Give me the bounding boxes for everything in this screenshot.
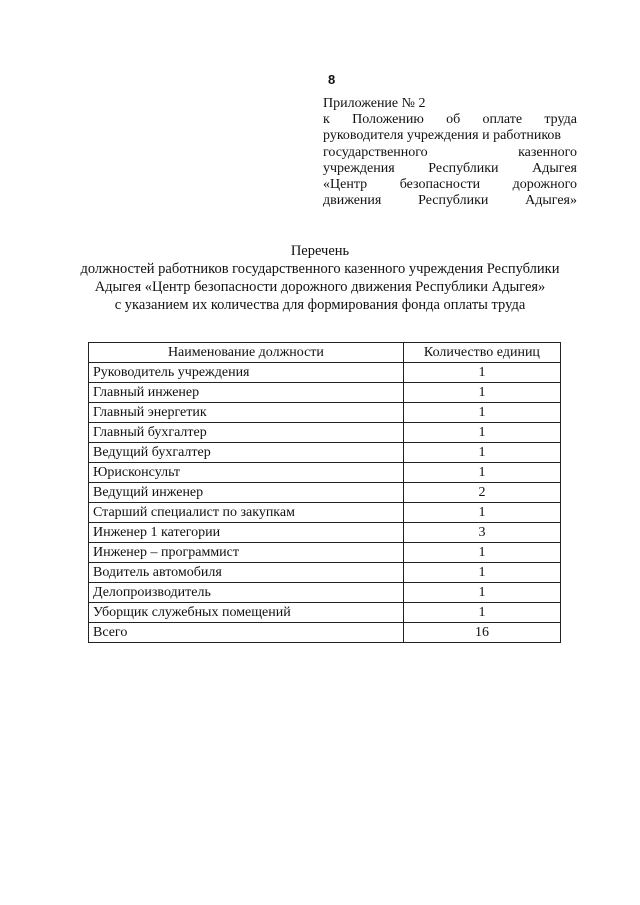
position-quantity: 2 bbox=[403, 483, 560, 503]
position-name: Юрисконсульт bbox=[89, 463, 404, 483]
table-row bbox=[89, 563, 561, 583]
header-position-name: Наименование должности bbox=[89, 343, 404, 363]
position-quantity: 3 bbox=[403, 523, 560, 543]
position-quantity: 1 bbox=[403, 603, 560, 623]
appendix-header bbox=[323, 96, 577, 209]
appendix-line: «Центр безопасности дорожного bbox=[323, 177, 577, 193]
position-quantity: 1 bbox=[403, 403, 560, 423]
position-name: Инженер 1 категории bbox=[89, 523, 404, 543]
position-quantity: 1 bbox=[403, 363, 560, 383]
table-row bbox=[89, 403, 561, 423]
appendix-line: к Положению об оплате труда bbox=[323, 112, 577, 128]
position-name: Делопроизводитель bbox=[89, 583, 404, 603]
position-name: Ведущий бухгалтер bbox=[89, 443, 404, 463]
table-row bbox=[89, 483, 561, 503]
table-row bbox=[89, 543, 561, 563]
title-line: Перечень bbox=[290, 243, 350, 259]
table-row bbox=[89, 383, 561, 403]
table-row bbox=[89, 503, 561, 523]
positions-table bbox=[88, 342, 561, 643]
appendix-line: государственного казенного bbox=[323, 144, 577, 160]
position-name: Руководитель учреждения bbox=[89, 363, 404, 383]
total-label: Всего bbox=[89, 623, 404, 643]
appendix-line: учреждения Республики Адыгея bbox=[323, 160, 577, 176]
appendix-line: руководителя учреждения и работников bbox=[323, 128, 562, 144]
position-quantity: 1 bbox=[403, 383, 560, 403]
table-row bbox=[89, 603, 561, 623]
table-row bbox=[89, 363, 561, 383]
position-name: Главный инженер bbox=[89, 383, 404, 403]
page-number: 8 bbox=[328, 72, 336, 87]
title-line: Адыгея «Центр безопасности дорожного движения Республики Адыгея» bbox=[94, 279, 546, 295]
table-row bbox=[89, 523, 561, 543]
position-quantity: 1 bbox=[403, 583, 560, 603]
position-name: Ведущий инженер bbox=[89, 483, 404, 503]
position-name: Главный энергетик bbox=[89, 403, 404, 423]
table-header-row bbox=[89, 343, 561, 363]
table-row bbox=[89, 443, 561, 463]
position-quantity: 1 bbox=[403, 543, 560, 563]
position-name: Уборщик служебных помещений bbox=[89, 603, 404, 623]
table-row bbox=[89, 463, 561, 483]
header-quantity: Количество единиц bbox=[403, 343, 560, 363]
position-quantity: 1 bbox=[403, 503, 560, 523]
position-quantity: 1 bbox=[403, 563, 560, 583]
position-name: Главный бухгалтер bbox=[89, 423, 404, 443]
position-name: Водитель автомобиля bbox=[89, 563, 404, 583]
document-title bbox=[60, 242, 580, 314]
position-quantity: 1 bbox=[403, 423, 560, 443]
table-row bbox=[89, 583, 561, 603]
position-name: Старший специалист по закупкам bbox=[89, 503, 404, 523]
title-line: с указанием их количества для формирования фонда оплаты труда bbox=[114, 297, 526, 313]
table-row bbox=[89, 423, 561, 443]
position-quantity: 1 bbox=[403, 463, 560, 483]
position-quantity: 1 bbox=[403, 443, 560, 463]
appendix-line: движения Республики Адыгея» bbox=[323, 193, 577, 209]
title-line: должностей работников государственного казенного учреждения Республики bbox=[80, 261, 560, 277]
position-name: Инженер – программист bbox=[89, 543, 404, 563]
total-quantity: 16 bbox=[403, 623, 560, 643]
appendix-line: Приложение № 2 bbox=[323, 96, 426, 111]
table-total-row bbox=[89, 623, 561, 643]
